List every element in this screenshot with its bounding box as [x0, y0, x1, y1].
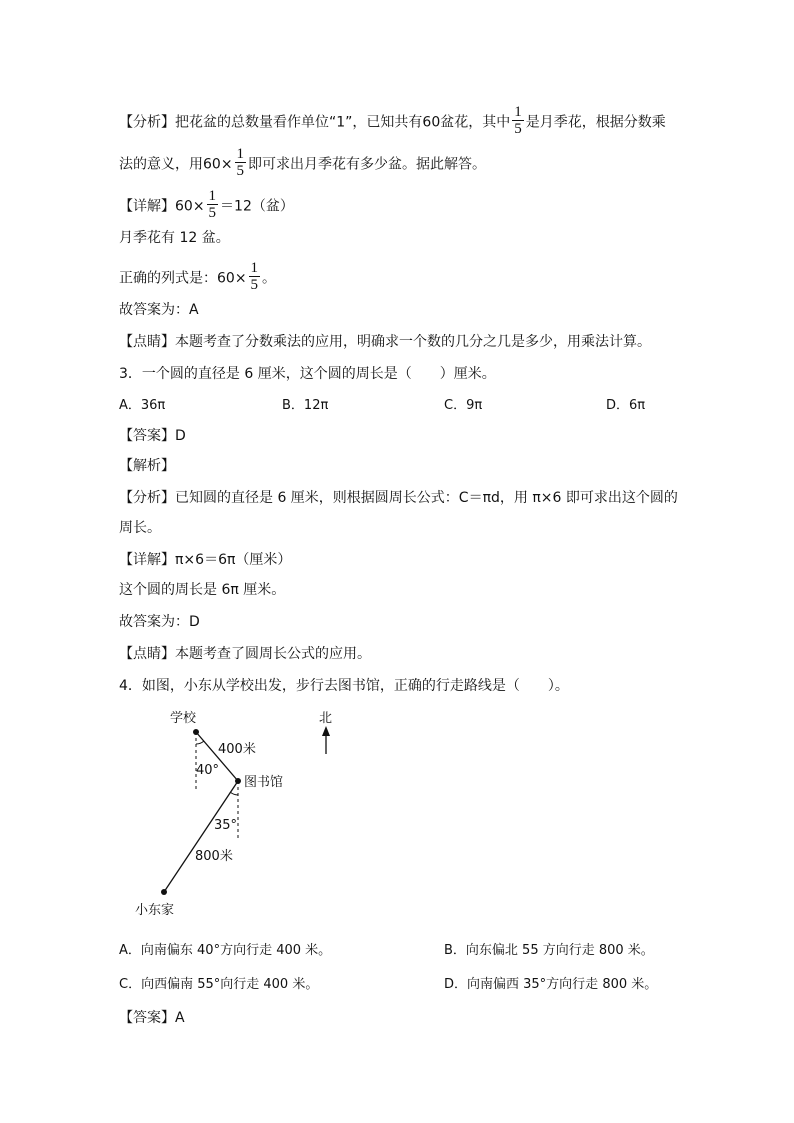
- library-point: [235, 778, 241, 784]
- school-point: [193, 729, 199, 735]
- north-arrow-icon: [322, 726, 330, 736]
- correct-text: 正确的列式是：60×: [119, 270, 247, 287]
- q3-option-b[interactable]: B．12π: [282, 398, 329, 413]
- answer-statement: 月季花有 12 盆。: [119, 230, 230, 246]
- therefore-line: 故答案为：A: [119, 302, 199, 318]
- library-label: 图书馆: [244, 775, 284, 790]
- analysis-text: 即可求出月季花有多少盆。据此解答。: [248, 156, 487, 173]
- distance-800-label: 800米: [195, 849, 233, 864]
- home-label: 小东家: [135, 903, 175, 918]
- q4-option-c[interactable]: C．向西偏南 55°向行走 400 米。: [119, 977, 319, 992]
- q3-detail: 【详解】π×6＝6π（厘米）: [119, 552, 292, 568]
- q4-answer: 【答案】A: [119, 1010, 185, 1026]
- north-label: 北: [319, 711, 333, 726]
- analysis-text: 【分析】把花盆的总数量看作单位“1”，已知共有60盆花，其中: [119, 114, 511, 131]
- detail-text: ＝12（盆）: [220, 198, 294, 215]
- fraction-one-fifth: $\frac{1}{5}$: [514, 104, 522, 137]
- distance-400-label: 400米: [218, 742, 256, 757]
- q3-option-c[interactable]: C．9π: [444, 398, 483, 413]
- q3-parse-heading: 【解析】: [119, 458, 175, 474]
- angle-35-label: 35°: [214, 818, 238, 833]
- q3-answer: 【答案】D: [119, 428, 186, 444]
- q3-answer-statement: 这个圆的周长是 6π 厘米。: [119, 582, 286, 598]
- q3-analysis-line-2: 周长。: [119, 520, 161, 536]
- question-4-text: 4．如图，小东从学校出发，步行去图书馆，正确的行走路线是（ ）。: [119, 678, 569, 694]
- school-label: 学校: [170, 711, 197, 726]
- comment-line: 【点睛】本题考查了分数乘法的应用，明确求一个数的几分之几是多少，用乘法计算。: [119, 334, 651, 350]
- q3-option-d[interactable]: D．6π: [606, 398, 646, 413]
- analysis-text: 是月季花，根据分数乘: [525, 114, 666, 131]
- q4-option-b[interactable]: B．向东偏北 55 方向行走 800 米。: [444, 943, 654, 958]
- detail-text: 【详解】60×: [119, 198, 205, 215]
- angle-arc-35: [230, 792, 238, 795]
- q4-option-a[interactable]: A．向南偏东 40°方向行走 400 米。: [119, 943, 332, 958]
- angle-arc-40: [196, 741, 204, 744]
- library-to-home-line: [164, 781, 238, 892]
- correct-text: 。: [262, 270, 277, 287]
- fraction-one-fifth: $\frac{1}{5}$: [208, 188, 217, 221]
- home-point: [161, 889, 167, 895]
- q3-option-a[interactable]: A．36π: [119, 398, 166, 413]
- question-3-text: 3．一个圆的直径是 6 厘米，这个圆的周长是（ ）厘米。: [119, 366, 496, 382]
- q4-option-d[interactable]: D．向南偏西 35°方向行走 800 米。: [444, 977, 658, 992]
- fraction-one-fifth: $\frac{1}{5}$: [250, 260, 259, 293]
- q3-therefore: 故答案为：D: [119, 614, 200, 630]
- analysis-text: 法的意义，用60×: [119, 156, 233, 173]
- angle-40-label: 40°: [196, 763, 220, 778]
- q3-analysis-line-1: 【分析】已知圆的直径是 6 厘米，则根据圆周长公式：C＝πd，用 π×6 即可求出这个圆的: [119, 490, 678, 506]
- fraction-one-fifth: $\frac{1}{5}$: [236, 146, 245, 179]
- q3-comment: 【点睛】本题考查了圆周长公式的应用。: [119, 646, 371, 662]
